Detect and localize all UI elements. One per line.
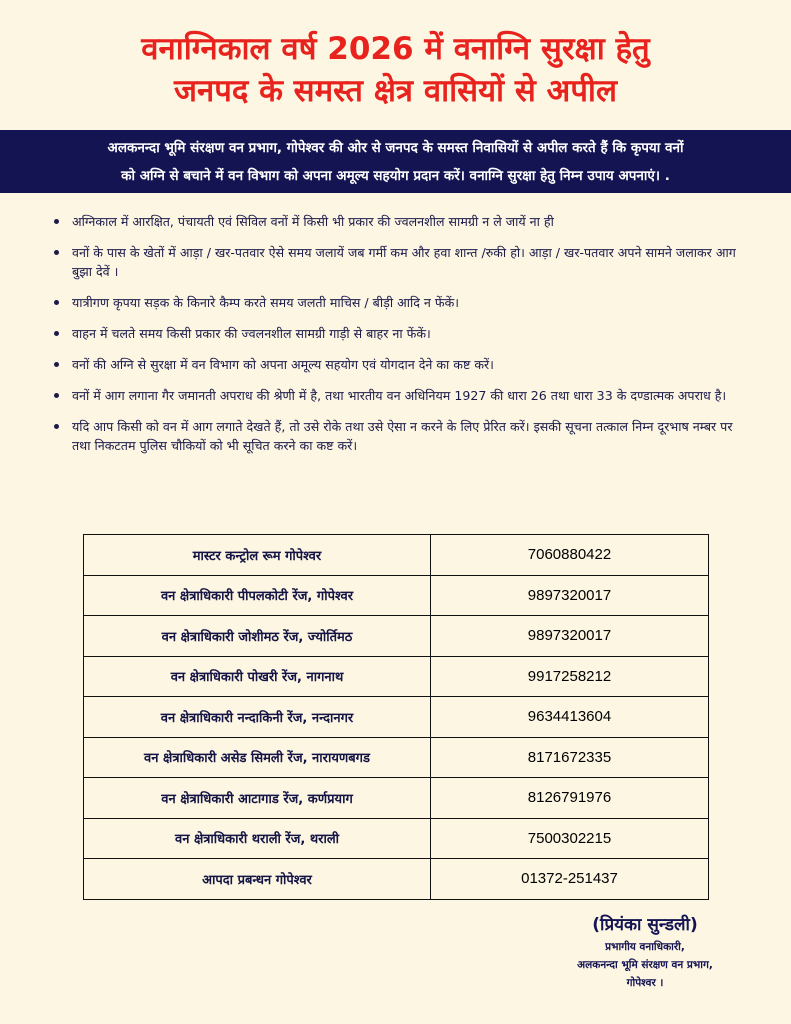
table-row [84, 859, 709, 900]
contact-phone: 7060880422 [431, 535, 709, 576]
contact-name: वन क्षेत्राधिकारी जोशीमठ रेंज, ज्योर्तिमठ [84, 616, 431, 657]
contact-name: वन क्षेत्राधिकारी आटागाड रेंज, कर्णप्रयाग [84, 778, 431, 819]
list-item: वाहन में चलते समय किसी प्रकार की ज्वलनशील सामग्री गाड़ी से बाहर ना फेंकें। [50, 324, 750, 343]
signatory-designation: प्रभागीय वनाधिकारी, [605, 941, 685, 953]
banner-line-2: को अग्नि से बचाने में वन विभाग को अपना अमूल्य सहयोग प्रदान करें। वनाग्नि सुरक्षा हेतु निम्न उपाय अपनाएं। . [121, 168, 670, 184]
precautions-list [50, 212, 750, 455]
list-item: अग्निकाल में आरक्षित, पंचायती एवं सिविल वनों में किसी भी प्रकार की ज्वलनशील सामग्री न ले जायें ना ही [50, 212, 750, 231]
title-line-2: जनपद के समस्त क्षेत्र वासियों से अपील [174, 73, 617, 109]
table-row [84, 656, 709, 697]
appeal-banner [0, 130, 791, 193]
title-line-1: वनाग्निकाल वर्ष 2026 में वनाग्नि सुरक्षा हेतु [141, 31, 650, 67]
page-title [0, 28, 791, 112]
contact-phone: 8126791976 [431, 778, 709, 819]
contact-phone: 7500302215 [431, 818, 709, 859]
list-item: यात्रीगण कृपया सड़क के किनारे कैम्प करते समय जलती माचिस / बीड़ी आदि न फेंकें। [50, 293, 750, 312]
table-row [84, 778, 709, 819]
table-row [84, 535, 709, 576]
signatory-name: (प्रियंका सुन्डली) [592, 915, 698, 935]
list-item: वनों में आग लगाना गैर जमानती अपराध की श्रेणी में है, तथा भारतीय वन अधिनियम 1927 की धारा 26 तथा धारा 33 के दण्डात्मक अपराध है। [50, 386, 750, 405]
list-item: वनों की अग्नि से सुरक्षा में वन विभाग को अपना अमूल्य सहयोग एवं योगदान देने का कष्ट करें। [50, 355, 750, 374]
contact-name: वन क्षेत्राधिकारी नन्दाकिनी रेंज, नन्दानगर [84, 697, 431, 738]
contact-name: वन क्षेत्राधिकारी थराली रेंज, थराली [84, 818, 431, 859]
contact-phone: 9917258212 [431, 656, 709, 697]
contact-name: वन क्षेत्राधिकारी असेड सिमली रेंज, नारायणबगड [84, 737, 431, 778]
contact-name: मास्टर कन्ट्रोल रूम गोपेश्वर [84, 535, 431, 576]
contact-phone: 9634413604 [431, 697, 709, 738]
banner-line-1: अलकनन्दा भूमि संरक्षण वन प्रभाग, गोपेश्वर की ओर से जनपद के समस्त निवासियों से अपील करते हैं कि कृपया वनों [107, 140, 684, 156]
contact-phone: 9897320017 [431, 616, 709, 657]
list-item: वनों के पास के खेतों में आड़ा / खर-पतवार ऐसे समय जलायें जब गर्मी कम और हवा शान्त /रुकी हो। आड़ा / खर-पतवार अपने सामने जलाकर आग बुझा देवें । [50, 243, 750, 281]
table-row [84, 818, 709, 859]
contact-phone: 01372-251437 [431, 859, 709, 900]
contact-name: वन क्षेत्राधिकारी पोखरी रेंज, नागनाथ [84, 656, 431, 697]
contact-name: वन क्षेत्राधिकारी पीपलकोटी रेंज, गोपेश्वर [84, 575, 431, 616]
table-row [84, 697, 709, 738]
table-row [84, 575, 709, 616]
table-row [84, 616, 709, 657]
signatory-division: अलकनन्दा भूमि संरक्षण वन प्रभाग, [577, 959, 713, 971]
signature-block [520, 912, 770, 992]
table-row [84, 737, 709, 778]
contact-phone: 9897320017 [431, 575, 709, 616]
contact-table [83, 534, 709, 900]
list-item: यदि आप किसी को वन में आग लगाते देखते हैं, तो उसे रोके तथा उसे ऐसा न करने के लिए प्रेरित करें। इसकी सूचना तत्काल निम्न दूरभाष नम्बर पर तथा निकटतम पुलिस चौकियों को भी सूचित करने का कष्ट करें। [50, 417, 750, 455]
signatory-place: गोपेश्वर । [626, 977, 664, 989]
contact-name: आपदा प्रबन्धन गोपेश्वर [84, 859, 431, 900]
contact-phone: 8171672335 [431, 737, 709, 778]
